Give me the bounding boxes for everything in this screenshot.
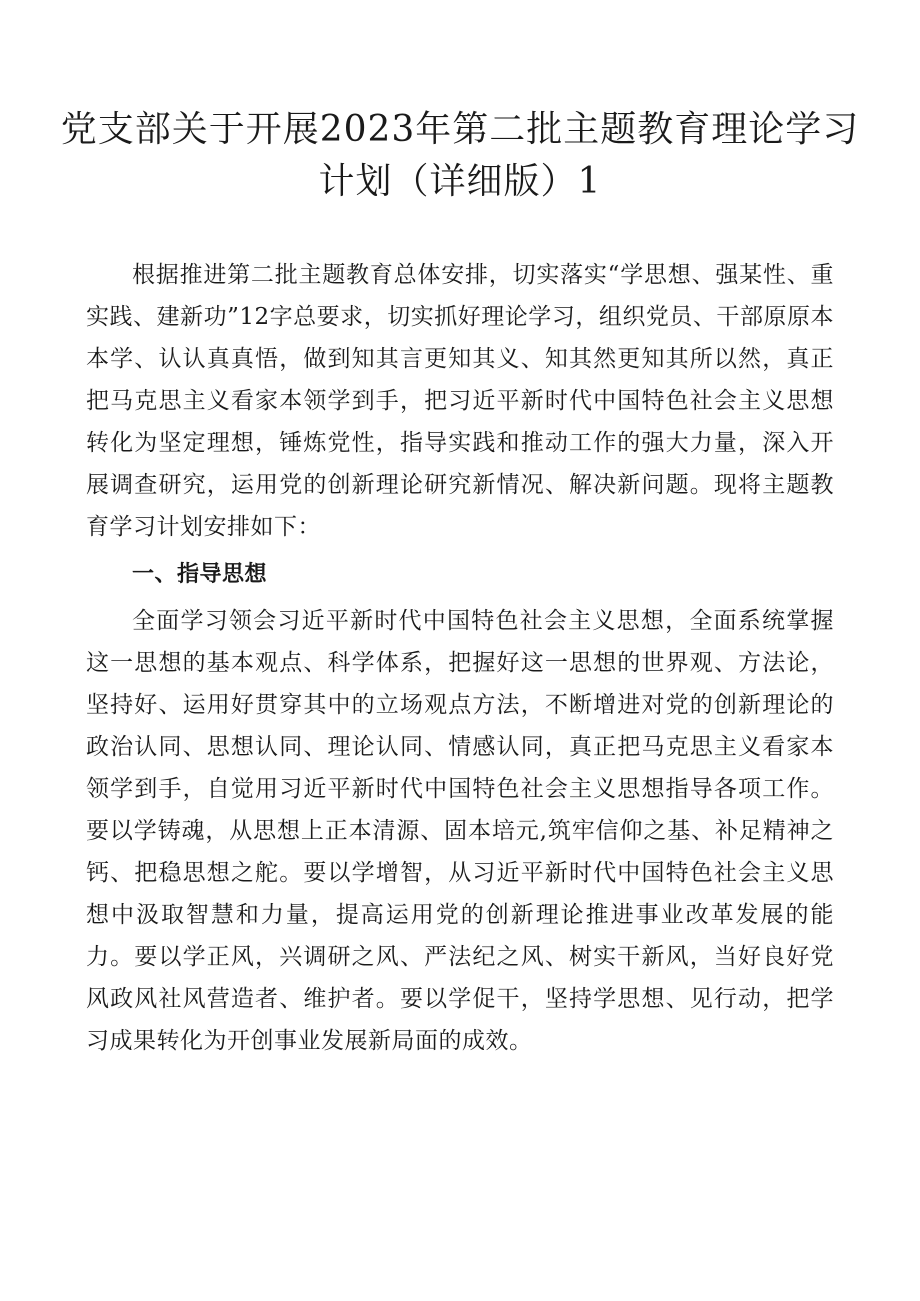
document-title: [60, 104, 860, 208]
title-line-1: 党支部关于开展2023年第二批主题教育理论学习: [60, 109, 860, 150]
section-paragraph-guiding-ideology: 全面学习领会习近平新时代中国特色社会主义思想，全面系统掌握这一思想的基本观点、科学体系，把握好这一思想的世界观、方法论，坚持好、运用好贯穿其中的立场观点方法，不断增进对党的创新理论的政治认同、思想认同、理论认同、情感认同，真正把马克思主义看家本领学到手，自觉用习近平新时代中国特色社会主义思想指导各项工作。要以学铸魂，从思想上正本清源、固本培元,筑牢信仰之基、补足精神之钙、把稳思想之舵。要以学增智，从习近平新时代中国特色社会主义思想中汲取智慧和力量，提高运用党的创新理论推进事业改革发展的能力。要以学正风，兴调研之风、严法纪之风、树实干新风，当好良好党风政风社风营造者、维护者。要以学促干，坚持学思想、见行动，把学习成果转化为开创事业发展新局面的成效。: [86, 608, 834, 1054]
section-heading-guiding-ideology: 一、指导思想: [132, 562, 268, 587]
title-line-2: 计划（详细版）1: [318, 161, 602, 202]
intro-paragraph: 根据推进第二批主题教育总体安排，切实落实“学思想、强某性、重实践、建新功”12字总要求，切实抓好理论学习，组织党员、干部原原本本学、认认真真悟，做到知其言更知其义、知其然更知其所以然，真正把马克思主义看家本领学到手，把习近平新时代中国特色社会主义思想转化为坚定理想，锤炼党性，指导实践和推动工作的强大力量，深入开展调查研究，运用党的创新理论研究新情况、解决新问题。现将主题教育学习计划安排如下：: [86, 262, 834, 540]
document-body: [86, 254, 834, 1062]
